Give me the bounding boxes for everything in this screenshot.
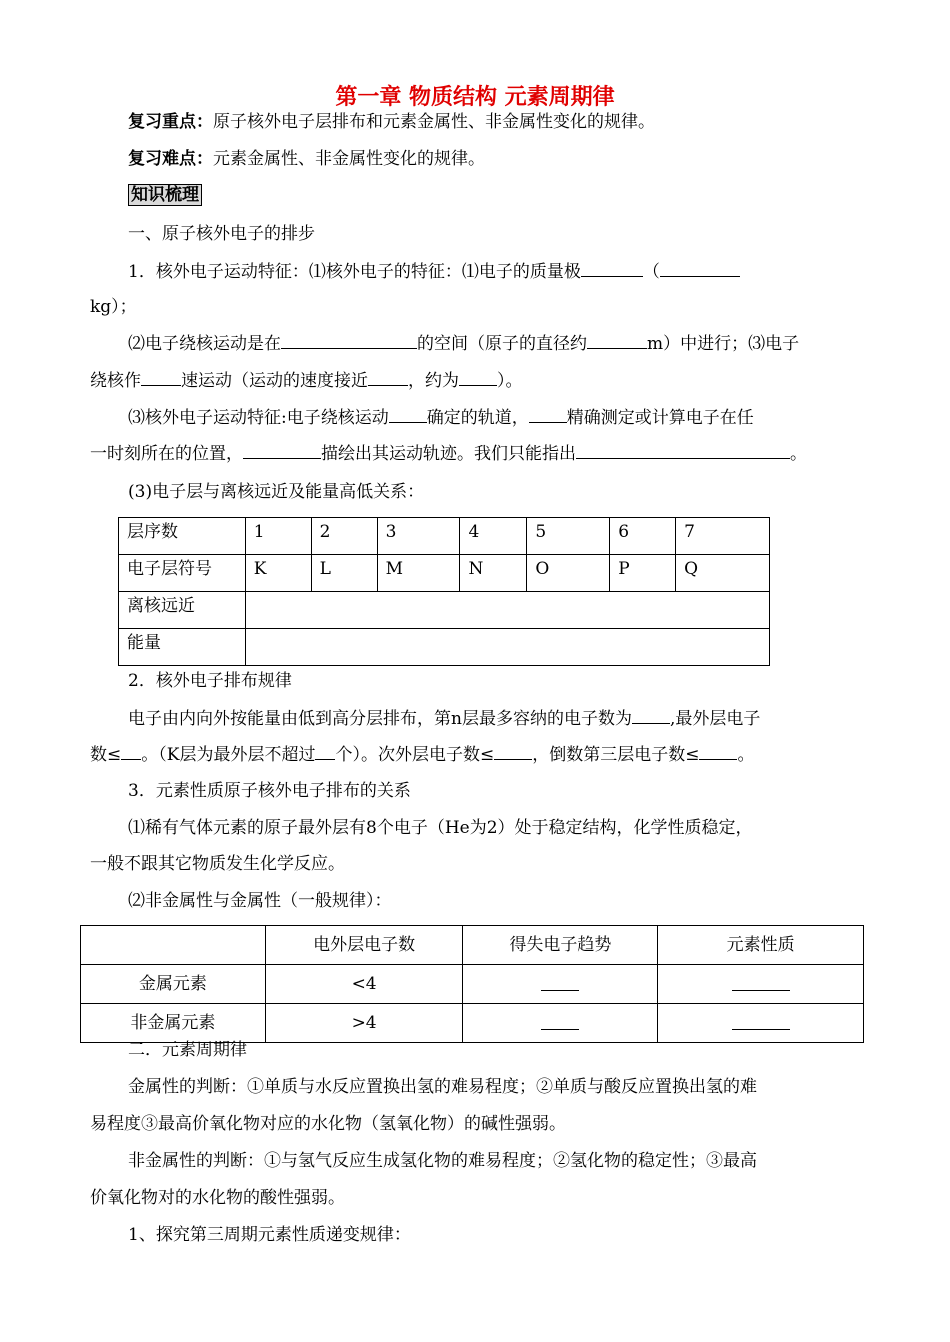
review-difficulty-text: 元素金属性、非金属性变化的规律。	[213, 149, 485, 169]
table-cell: O	[527, 555, 610, 592]
table-row	[119, 555, 770, 592]
answer-cell[interactable]	[245, 629, 769, 666]
table-cell: 5	[527, 518, 610, 555]
answer-cell[interactable]	[658, 1004, 864, 1043]
knowledge-section-label: 知识梳理	[128, 184, 202, 206]
fill-blank[interactable]	[587, 331, 647, 349]
fill-blank[interactable]	[389, 405, 427, 423]
table-row	[119, 592, 770, 629]
review-focus	[128, 110, 655, 134]
paragraph-7-line-1: 金属性的判断：①单质与水反应置换出氢的难易程度；②单质与酸反应置换出氢的难	[128, 1077, 757, 1097]
table-cell: 4	[460, 518, 527, 555]
paragraph-2-line-1: ⑵电子绕核运动是在 的空间（原子的直径约 m）中进行；⑶电子	[128, 331, 799, 356]
fill-blank[interactable]	[541, 1012, 579, 1030]
table-cell: Q	[676, 555, 770, 592]
paragraph-3-line-1: ⑶核外电子运动特征:电子绕核运动 确定的轨道， 精确测定或计算电子在任	[128, 405, 754, 430]
paragraph-3-line-2: 一时刻所在的位置， 描绘出其运动轨迹。我们只能指出 。	[90, 441, 807, 466]
metal-nonmetal-table	[80, 925, 864, 1043]
answer-cell[interactable]	[463, 1004, 658, 1043]
row-label: 能量	[119, 629, 246, 666]
section-2-heading: 2．核外电子排布规律	[128, 671, 292, 691]
layers-heading: (3)电子层与离核远近及能量高低关系：	[128, 482, 425, 502]
review-focus-label: 复习重点：	[128, 112, 213, 132]
table-cell: 2	[311, 518, 377, 555]
header-cell: 得失电子趋势	[463, 926, 658, 965]
review-difficulty	[128, 147, 485, 171]
fill-blank[interactable]	[121, 742, 141, 760]
table-cell: 3	[377, 518, 460, 555]
fill-blank[interactable]	[529, 405, 567, 423]
row-label: 离核远近	[119, 592, 246, 629]
paragraph-7-line-2: 易程度③最高价氧化物对应的水化物（氢氧化物）的碱性强弱。	[90, 1114, 566, 1134]
table-cell: M	[377, 555, 460, 592]
paragraph-1-line-1: 1．核外电子运动特征：⑴核外电子的特征：⑴电子的质量极 （	[128, 259, 740, 284]
fill-blank[interactable]	[699, 742, 737, 760]
table-cell: 6	[610, 518, 676, 555]
paragraph-2-line-2: 绕核作 速运动（运动的速度接近 ，约为 ）。	[90, 368, 523, 393]
paragraph-8-line-2: 价氧化物对的水化物的酸性强弱。	[90, 1188, 345, 1208]
fill-blank[interactable]	[459, 368, 497, 386]
table-header-row	[81, 926, 864, 965]
fill-blank[interactable]	[315, 742, 335, 760]
fill-blank[interactable]	[732, 1012, 790, 1030]
table-cell: 1	[245, 518, 311, 555]
fill-blank[interactable]	[368, 368, 408, 386]
review-difficulty-label: 复习难点：	[128, 149, 213, 169]
fill-blank[interactable]	[732, 973, 790, 991]
paragraph-4-line-1: 电子由内向外按能量由低到高分层排布，第n层最多容纳的电子数为 ,最外层电子	[128, 706, 760, 731]
page-title: 第一章 物质结构 元素周期律	[335, 85, 615, 110]
fill-blank[interactable]	[541, 973, 579, 991]
fill-blank[interactable]	[243, 441, 321, 459]
row-label: 层序数	[119, 518, 246, 555]
table-cell: K	[245, 555, 311, 592]
table-cell: 7	[676, 518, 770, 555]
header-cell	[81, 926, 266, 965]
fill-blank[interactable]	[494, 742, 532, 760]
header-cell: 电外层电子数	[265, 926, 463, 965]
paragraph-5-line-2: 一般不跟其它物质发生化学反应。	[90, 854, 345, 874]
table-row	[81, 965, 864, 1004]
answer-cell[interactable]	[658, 965, 864, 1004]
section-1-heading: 一、原子核外电子的排步	[128, 224, 315, 244]
electron-layer-table	[118, 517, 770, 666]
table-row	[119, 518, 770, 555]
row-label: 金属元素	[81, 965, 266, 1004]
header-cell: 元素性质	[658, 926, 864, 965]
table-cell: <4	[265, 965, 463, 1004]
section-3-heading: 3．元素性质原子核外电子排布的关系	[128, 781, 411, 801]
paragraph-8-line-1: 非金属性的判断：①与氢气反应生成氢化物的难易程度；②氢化物的稳定性；③最高	[128, 1151, 757, 1171]
fill-blank[interactable]	[281, 331, 417, 349]
fill-blank[interactable]	[141, 368, 181, 386]
table-cell: N	[460, 555, 527, 592]
answer-cell[interactable]	[245, 592, 769, 629]
row-label: 电子层符号	[119, 555, 246, 592]
paragraph-9: 1、探究第三周期元素性质递变规律：	[128, 1225, 411, 1245]
table-cell: P	[610, 555, 676, 592]
table-row	[119, 629, 770, 666]
knowledge-section	[128, 183, 202, 207]
paragraph-1-line-2: kg）；	[90, 297, 137, 317]
fill-blank[interactable]	[632, 706, 670, 724]
table-cell: L	[311, 555, 377, 592]
review-focus-text: 原子核外电子层排布和元素金属性、非金属性变化的规律。	[213, 112, 655, 132]
paragraph-6: ⑵非金属性与金属性（一般规律）：	[128, 891, 392, 911]
answer-cell[interactable]	[463, 965, 658, 1004]
fill-blank[interactable]	[576, 441, 790, 459]
paragraph-5-line-1: ⑴稀有气体元素的原子最外层有8个电子（He为2）处于稳定结构，化学性质稳定，	[128, 818, 753, 838]
section-4-heading: 二．元素周期律	[128, 1040, 247, 1060]
fill-blank[interactable]	[660, 259, 740, 277]
row-label: 非金属元素	[81, 1004, 266, 1043]
fill-blank[interactable]	[581, 259, 643, 277]
table-row	[81, 1004, 864, 1043]
table-cell: >4	[265, 1004, 463, 1043]
paragraph-4-line-2: 数≤ 。（K层为最外层不超过 个）。次外层电子数≤ ，倒数第三层电子数≤ 。	[90, 742, 754, 767]
